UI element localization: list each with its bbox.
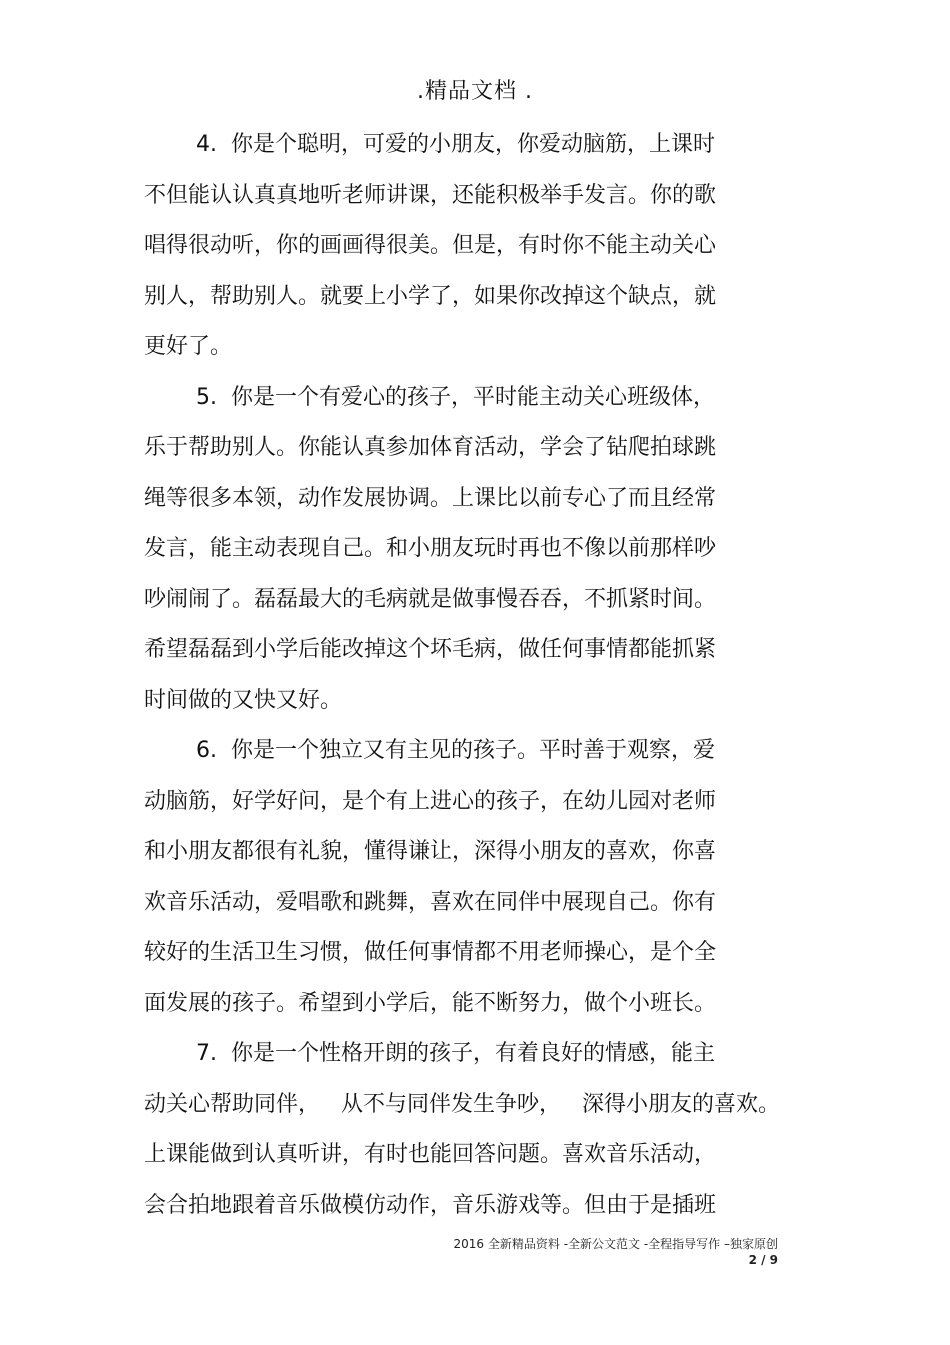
page-header-title: .精品文档 . — [417, 79, 533, 104]
paragraph-line: 绳等很多本领，动作发展协调。上课比以前专心了而且经常 — [144, 485, 717, 511]
paragraph-line: 更好了。 — [144, 334, 233, 359]
paragraph-line: 不但能认认真真地听老师讲课，还能积极举手发言。你的歌 — [144, 182, 717, 208]
document-body — [144, 120, 804, 1231]
paragraph-line: 上课能做到认真听讲，有时也能回答问题。喜欢音乐活动， — [144, 1142, 717, 1167]
paragraph-first-line: 6. 你是一个独立又有主见的孩子。平时善于观察，爱 — [196, 738, 715, 763]
paragraph-line: 乐于帮助别人。你能认真参加体育活动，学会了钻爬拍球跳 — [144, 435, 717, 460]
paragraph-first-line: 4. 你是个聪明，可爱的小朋友，你爱动脑筋，上课时 — [196, 132, 715, 157]
paragraph-line: 面发展的孩子。希望到小学后，能不断努力，做个小班长。 — [144, 990, 717, 1016]
paragraph-line: 动关心帮助同伴， 从不与同伴发生争吵， 深得小朋友的喜欢。 — [144, 1091, 780, 1117]
paragraph-first-line: 7. 你是一个性格开朗的孩子，有着良好的情感，能主 — [196, 1041, 715, 1066]
paragraph-line: 动脑筋，好学好问，是个有上进心的孩子，在幼儿园对老师 — [144, 788, 717, 814]
paragraph-line: 会合拍地跟着音乐做模仿动作，音乐游戏等。但由于是插班 — [144, 1192, 717, 1218]
page-number: 2 / 9 — [748, 1253, 778, 1267]
paragraph-line: 唱得很动听，你的画画得很美。但是，有时你不能主动关心 — [144, 233, 717, 258]
paragraph-line: 和小朋友都很有礼貌，懂得谦让，深得小朋友的喜欢，你喜 — [144, 839, 717, 864]
paragraph-line: 欢音乐活动，爱唱歌和跳舞，喜欢在同伴中展现自己。你有 — [144, 889, 717, 915]
paragraph-line: 较好的生活卫生习惯，做任何事情都不用老师操心，是个全 — [144, 940, 717, 965]
paragraph-line: 吵闹闹了。磊磊最大的毛病就是做事慢吞吞，不抓紧时间。 — [144, 586, 717, 612]
paragraph-line: 希望磊磊到小学后能改掉这个坏毛病，做任何事情都能抓紧 — [144, 637, 717, 662]
paragraph-line: 时间做的又快又好。 — [144, 687, 343, 713]
page-footer-text: 2016 全新精品资料 -全新公文范文 -全程指导写作 –独家原创 — [453, 1237, 778, 1251]
paragraph-first-line: 5. 你是一个有爱心的孩子，平时能主动关心班级体， — [196, 384, 715, 410]
paragraph-line: 发言，能主动表现自己。和小朋友玩时再也不像以前那样吵 — [144, 536, 717, 561]
paragraph-line: 别人，帮助别人。就要上小学了，如果你改掉这个缺点，就 — [144, 283, 717, 309]
